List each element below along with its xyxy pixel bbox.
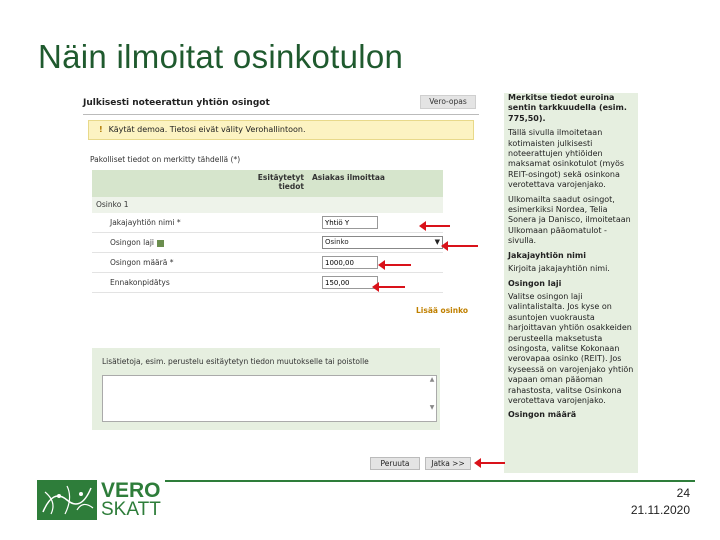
help-intro: Merkitse tiedot euroina sentin tarkkuudella (esim. 775,50). [508, 93, 627, 123]
company-name-input[interactable] [322, 216, 378, 229]
form-header [83, 93, 479, 115]
chevron-down-icon: ▼ [434, 238, 440, 246]
next-button[interactable]: Jatka >> [425, 457, 471, 470]
help-paragraph: Ulkomailta saadut osingot, esimerkiksi Nordea, Telia Sonera ja Danisco, ilmoitetaan Ulkomaan pääomatulot -sivulla. [508, 194, 631, 246]
dividend-amount-input[interactable] [322, 256, 378, 269]
withholding-input[interactable] [322, 276, 378, 289]
table-row [92, 213, 443, 233]
dividend-table [92, 170, 443, 293]
slide-date: 21.11.2020 [630, 503, 690, 517]
dividend-type-label: Osingon laji [110, 238, 154, 247]
table-row [92, 273, 443, 293]
help-paragraph: Valitse osingon laji valintalistalta. Jos kyse on asuntojen vuokrausta harjoittavan yhtiön osakkeiden perusteella maksetusta osingosta, valitse Kokonaan verovapaa osinko (REIT). Jos kyseessä on varojenjako yhtiön vapaan oman pääoman rahastosta, valitse Osinkona verotettava varojenjako. [508, 291, 634, 405]
vero-logo [37, 479, 161, 520]
table-header [92, 170, 443, 197]
help-heading: Osingon laji [508, 278, 562, 288]
notes-textarea[interactable] [102, 375, 437, 422]
page-number: 24 [676, 486, 690, 500]
dividend-type-value: Osinko [325, 238, 349, 246]
notes-label: Lisätietoja, esim. perustelu esitäytetyn tiedon muutokselle tai poistolle [102, 357, 369, 366]
dividend-form [83, 93, 479, 473]
warning-icon: ! [99, 125, 103, 134]
form-title: Julkisesti noteerattun yhtiön osingot [83, 98, 270, 108]
required-note: Pakolliset tiedot on merkitty tähdellä (*) [90, 155, 241, 164]
help-paragraph: Tällä sivulla ilmoitetaan kotimaisten julkisesti noteerattujen yhtiöiden maksamat osinkotulot (myös REIT-osingot) sekä osinkona verotettava varojenjako. [508, 128, 625, 190]
emblem-icon [37, 480, 97, 520]
help-paragraph: Kirjoita jakajayhtiön nimi. [508, 264, 610, 274]
dividend-amount-label: Osingon määrä * [110, 258, 174, 267]
help-panel [504, 93, 638, 473]
info-icon[interactable] [157, 240, 164, 247]
cancel-button[interactable]: Peruuta [370, 457, 420, 470]
col-prefilled: Esitäytetyt tiedot [257, 173, 304, 191]
arrow-left-icon [479, 462, 505, 464]
logo-skatt-text: SKATT [101, 499, 161, 520]
demo-warning [88, 120, 474, 140]
section-label: Osinko 1 [92, 197, 443, 213]
table-row [92, 233, 443, 253]
help-heading: Jakajayhtiön nimi [508, 250, 586, 260]
slide-title: Näin ilmoitat osinkotulon [38, 38, 404, 75]
arrow-left-icon [446, 245, 478, 247]
help-heading: Osingon määrä [508, 410, 577, 420]
scrollbar[interactable]: ▲ ▼ [429, 376, 435, 411]
vero-opas-button[interactable]: Vero-opas [420, 95, 476, 109]
company-name-label: Jakajayhtiön nimi * [110, 218, 181, 227]
arrow-left-icon [424, 225, 450, 227]
dividend-type-select[interactable] [322, 236, 443, 249]
withholding-label: Ennakonpidätys [110, 278, 170, 287]
table-row [92, 253, 443, 273]
warning-text: Käytät demoa. Tietosi eivät välity Verohallintoon. [108, 125, 306, 134]
arrow-left-icon [383, 264, 411, 266]
footer-divider [165, 480, 695, 482]
logo-vero-text: VERO [101, 479, 161, 502]
add-dividend-link[interactable]: Lisää osinko [416, 306, 469, 315]
notes-section [92, 348, 440, 430]
arrow-left-icon [377, 286, 405, 288]
col-customer: Asiakas ilmoittaa [312, 173, 385, 182]
